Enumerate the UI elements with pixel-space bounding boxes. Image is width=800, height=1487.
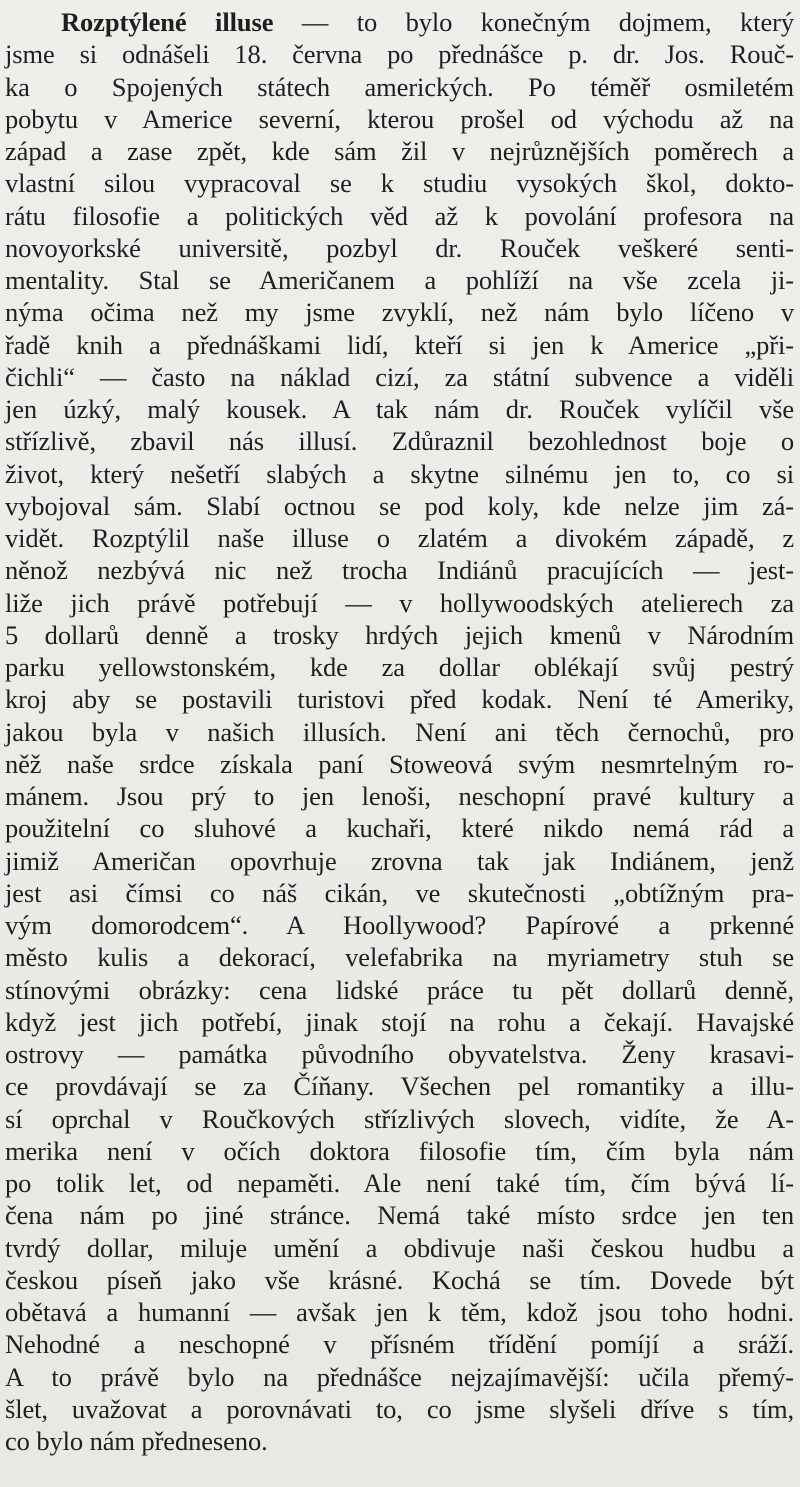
text-line: když jest jich potřebí, jinak stojí na rohu a čekají. Havajské: [5, 1006, 794, 1037]
text-line: jimiž Američan opovrhuje zrovna tak jak Indiánem, jenž: [5, 845, 794, 876]
text-line: šlet, uvažovat a porovnávati to, co jsme slyšeli dříve s tím,: [5, 1393, 794, 1424]
article-lead: Rozptýlené illuse: [61, 7, 274, 37]
text-line: něnož nezbývá nic než trocha Indiánů pracujících — jest-: [5, 555, 794, 586]
text-line: střízlivě, zbavil nás illusí. Zdůraznil bezohlednost boje o: [5, 426, 794, 457]
text-line: mánem. Jsou prý to jen lenoši, neschopní pravé kultury a: [5, 781, 794, 811]
text-line: něž naše srdce získala paní Stoweová svým nesmrtelným ro-: [5, 748, 794, 779]
text-line: A to právě bylo na přednášce nejzajímavější: učila přemý-: [5, 1361, 794, 1392]
text-line: obětavá a humanní — avšak jen k těm, kdož jsou toho hodni.: [5, 1297, 794, 1327]
text-line: sí oprchal v Roučkových střízlivých slovech, vidíte, že A-: [5, 1103, 794, 1134]
text-line: parku yellowstonském, kde za dollar oblékají svůj pestrý: [5, 652, 794, 682]
text-line: českou píseň jako vše krásné. Kochá se tím. Dovede být: [5, 1264, 794, 1295]
text-line: čena nám po jiné stránce. Nemá také místo srdce jen ten: [5, 1200, 794, 1231]
text-line: čichli“ — často na náklad cizí, za státní subvence a viděli: [5, 361, 794, 392]
text-line: rátu filosofie a politických věd až k povolání profesora na: [5, 200, 794, 231]
text-line: novoyorkské universitě, pozbyl dr. Rouček veškeré senti-: [5, 232, 794, 263]
text-line: stínovými obrázky: cena lidské práce tu pět dollarů denně,: [5, 974, 794, 1005]
text-line: ka o Spojených státech amerických. Po téměř osmiletém: [5, 71, 794, 102]
text-line: co bylo nám předneseno.: [5, 1426, 268, 1456]
text-line: řadě knih a přednáškami lidí, kteří si jen k Americe „při-: [5, 329, 794, 360]
text-line: po tolik let, od nepaměti. Ale není také tím, čím bývá lí-: [5, 1168, 794, 1198]
text-line: 5 dollarů denně a trosky hrdých jejich kmenů v Národním: [5, 619, 794, 650]
text-line: použitelní co sluhové a kuchaři, které nikdo nemá rád a: [5, 813, 794, 844]
text-line: pobytu v Americe severní, kterou prošel od východu až na: [5, 103, 794, 134]
text-line: Rozptýlené illuse — to bylo konečným dojmem, který: [61, 7, 794, 37]
text-line: Nehodné a neschopné v přísném třídění pomíjí a sráží.: [5, 1329, 794, 1360]
article-body: [5, 6, 794, 1457]
text-line: vlastní silou vypracoval se k studiu vysokých škol, dokto-: [5, 168, 794, 199]
text-line: tvrdý dollar, miluje umění a obdivuje naši českou hudbu a: [5, 1232, 794, 1263]
text-line: život, který nešetří slabých a skytne silnému jen to, co si: [5, 458, 794, 489]
text-line: západ a zase zpět, kde sám žil v nejrůznějších poměrech a: [5, 136, 794, 166]
text-line: vým domorodcem“. A Hoollywood? Papírové a prkenné: [5, 910, 794, 940]
text-line: jen úzký, malý kousek. A tak nám dr. Rouček vylíčil vše: [5, 394, 794, 424]
text-line: ce provdávají se za Číňany. Všechen pel romantiky a illu-: [5, 1071, 794, 1102]
text-line: jakou byla v našich illusích. Není ani těch černochů, pro: [5, 716, 794, 747]
text-line: merika není v očích doktora filosofie tím, čím byla nám: [5, 1135, 794, 1166]
text-line: ostrovy — památka původního obyvatelstva. Ženy krasavi-: [5, 1039, 794, 1069]
text-line: jsme si odnášeli 18. června po přednášce p. dr. Jos. Rouč-: [5, 39, 794, 70]
text-line: kroj aby se postavili turistovi před kodak. Není té Ameriky,: [5, 684, 794, 715]
text-line: město kulis a dekorací, velefabrika na myriametry stuh se: [5, 942, 794, 973]
text-line: nýma očima než my jsme zvyklí, než nám bylo líčeno v: [5, 297, 794, 328]
text-line: mentality. Stal se Američanem a pohlíží na vše zcela ji-: [5, 265, 794, 295]
text-line: vidět. Rozptýlil naše illuse o zlatém a divokém západě, z: [5, 523, 794, 553]
text-line: jest asi čímsi co náš cikán, ve skutečnosti „obtížným pra-: [5, 877, 794, 908]
text-line: vybojoval sám. Slabí octnou se pod koly, kde nelze jim zá-: [5, 490, 794, 521]
text-line: liže jich právě potřebují — v hollywoodských atelierech za: [5, 587, 794, 618]
